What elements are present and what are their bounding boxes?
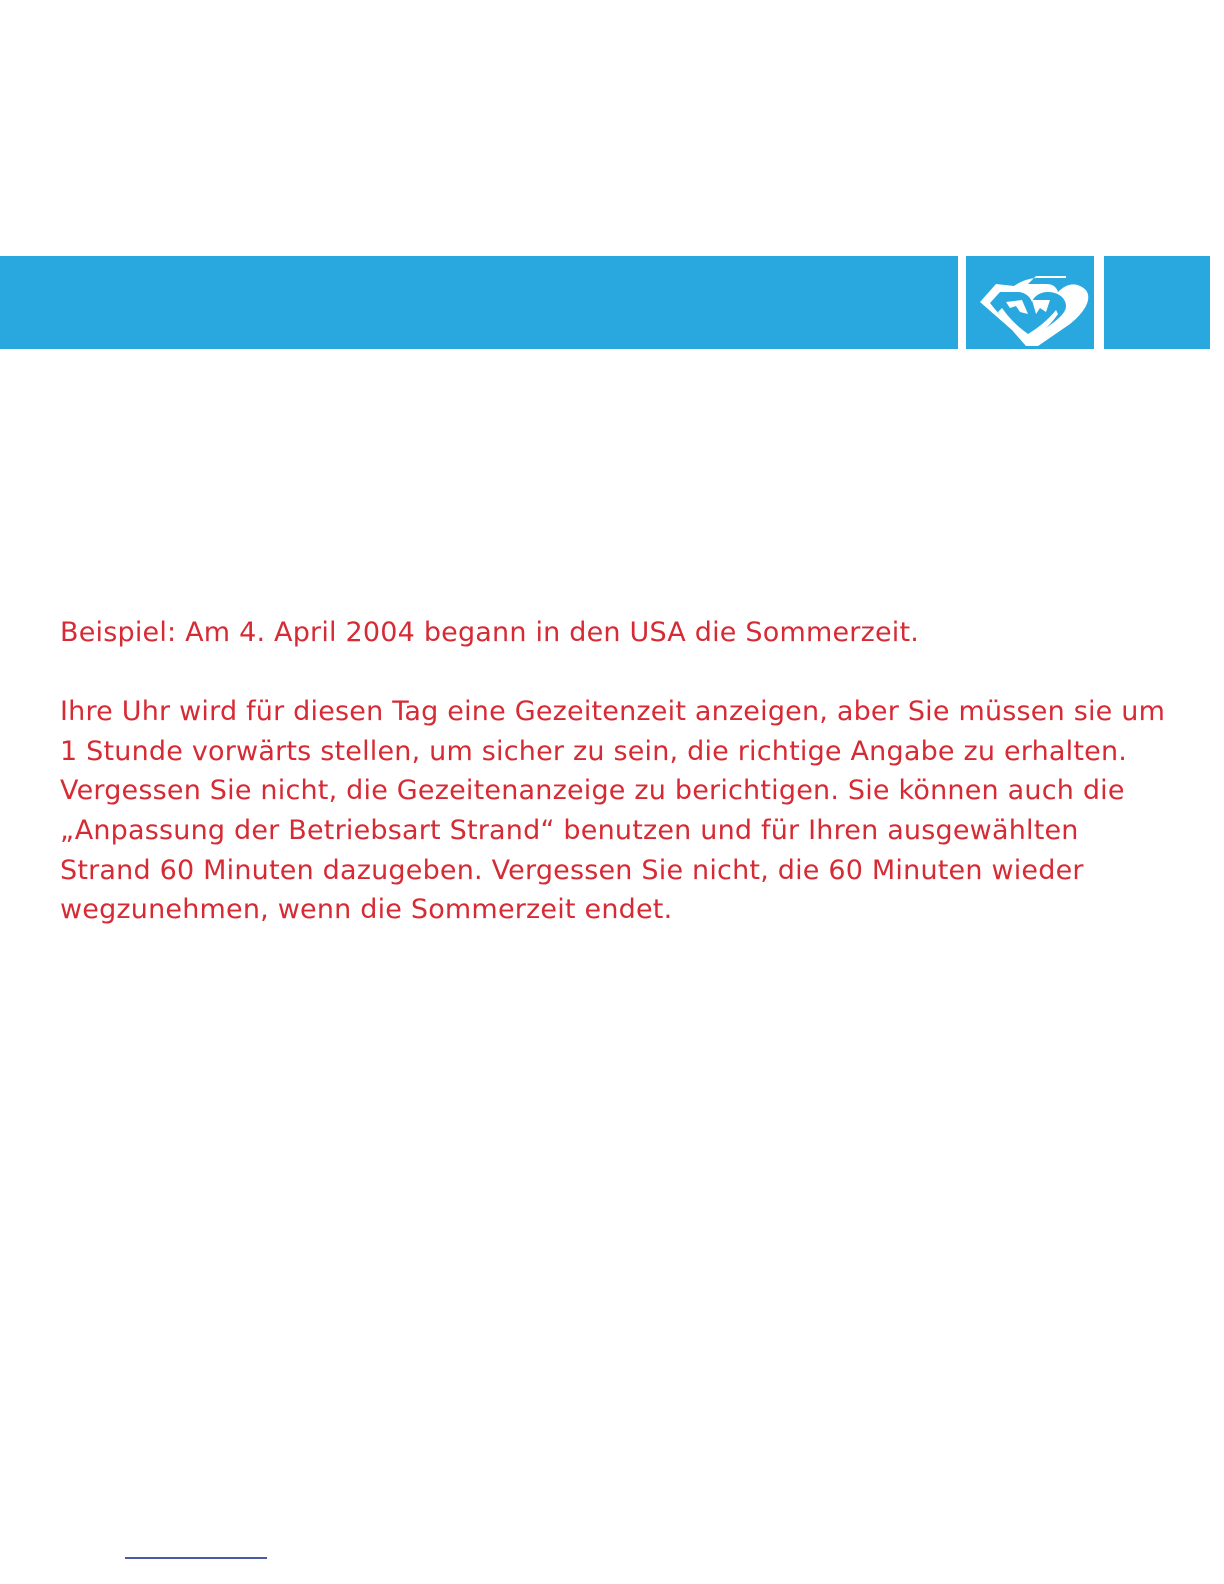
main-content: [60, 613, 1170, 930]
instruction-paragraph: Ihre Uhr wird für diesen Tag eine Gezeitenzeit anzeigen, aber Sie müssen sie um 1 Stunde vorwärts stellen, um sicher zu sein, die richtige Angabe zu erhalten. Vergessen Sie nicht, die Gezeitenanzeige zu berichtigen. Sie können auch die „Anpassung der Betriebsart Strand“ benutzen und für Ihren ausgewählten Strand 60 Minuten dazugeben. Vergessen Sie nicht, die 60 Minuten wieder wegzunehmen, wenn die Sommerzeit endet.: [60, 696, 1166, 926]
paragraph-gap: [60, 653, 1170, 693]
footer-rule: [125, 1557, 267, 1559]
roxy-heart-logo-icon: [966, 256, 1094, 349]
header-band: [0, 256, 958, 349]
header-right-block: [1104, 256, 1210, 349]
example-text: Beispiel: Am 4. April 2004 begann in den USA die Sommerzeit.: [60, 617, 920, 648]
logo: [966, 256, 1094, 349]
